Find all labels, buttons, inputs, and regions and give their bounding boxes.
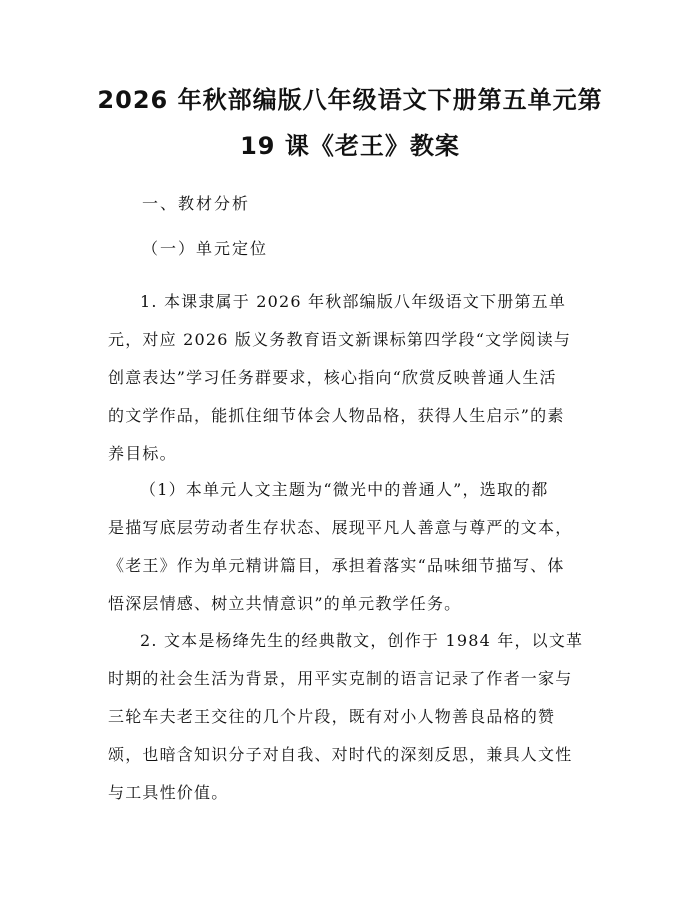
paragraph-line: 元，对应 2026 版义务教育语文新课标第四学段“文学阅读与 [108,330,572,349]
paragraph-line: 1. 本课隶属于 2026 年秋部编版八年级语文下册第五单 [140,292,567,311]
paragraph-text-introduction [108,622,592,812]
paragraph-line: 2. 文本是杨绛先生的经典散文，创作于 1984 年，以文革 [140,631,584,650]
paragraph-line: （1）本单元人文主题为“微光中的普通人”，选取的都 [140,480,549,499]
document-title-line-2: 19 课《老王》教案 [240,132,460,160]
paragraph-line: 时期的社会生活为背景，用平实克制的语言记录了作者一家与 [108,669,573,688]
paragraph-line: 是描写底层劳动者生存状态、展现平凡人善意与尊严的文本， [108,518,573,537]
document-title-line-1: 2026 年秋部编版八年级语文下册第五单元第 [97,86,603,114]
paragraph-line: 《老王》作为单元精讲篇目，承担着落实“品味细节描写、体 [108,556,565,575]
paragraph-unit-positioning [108,283,592,473]
paragraph-line: 悟深层情感、树立共情意识”的单元教学任务。 [108,594,462,613]
paragraph-line: 的文学作品，能抓住细节体会人物品格，获得人生启示”的素 [108,406,565,425]
paragraph-line: 颂，也暗含知识分子对自我、对时代的深刻反思，兼具人文性 [108,745,573,764]
paragraph-line: 创意表达”学习任务群要求，核心指向“欣赏反映普通人生活 [108,368,557,387]
section-heading-textbook-analysis: 一、教材分析 [142,194,251,213]
paragraph-line: 与工具性价值。 [108,783,229,802]
paragraph-line: 养目标。 [108,444,177,463]
paragraph-line: 三轮车夫老王交往的几个片段，既有对小人物善良品格的赞 [108,707,556,726]
subsection-heading-unit-positioning: （一）单元定位 [142,239,269,258]
paragraph-unit-theme [108,471,592,623]
